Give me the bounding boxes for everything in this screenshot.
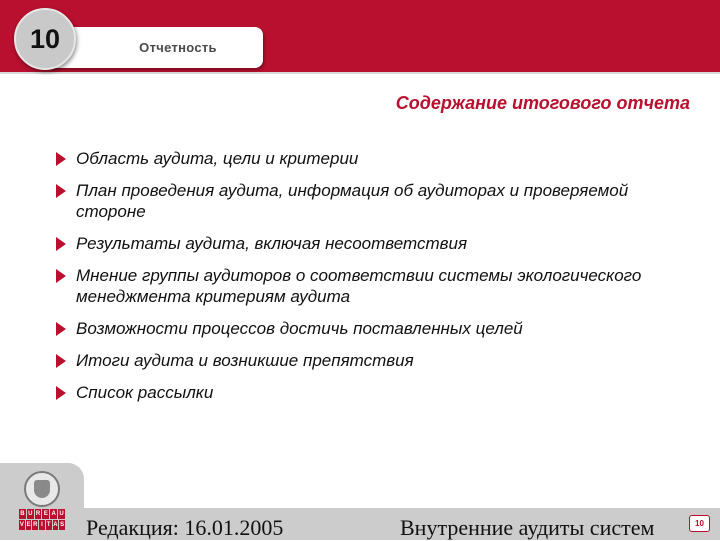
- bureau-veritas-logo: [19, 509, 65, 531]
- slide-number: 10: [29, 24, 61, 54]
- bullet-item: [54, 382, 654, 403]
- slide-title: Содержание итогового отчета: [395, 93, 690, 113]
- triangle-arrow-icon: [56, 269, 66, 283]
- bullet-text: Результаты аудита, включая несоответствия: [76, 234, 468, 253]
- triangle-arrow-icon: [56, 386, 66, 400]
- bureau-veritas-seal-icon: [24, 471, 60, 507]
- bullet-item: [54, 318, 654, 339]
- slide-number-badge: [14, 8, 76, 70]
- triangle-arrow-icon: [56, 184, 66, 198]
- header-divider: [0, 72, 720, 74]
- bullet-item: [54, 180, 654, 222]
- triangle-arrow-icon: [56, 322, 66, 336]
- triangle-arrow-icon: [56, 354, 66, 368]
- bullet-list: [54, 148, 654, 414]
- bullet-text: План проведения аудита, информация об аудиторах и проверяемой стороне: [76, 181, 629, 221]
- bullet-text: Мнение группы аудиторов о соответствии системы экологического менеджмента критериям аудита: [76, 266, 642, 306]
- footer-edition: Редакция: 16.01.2005: [86, 515, 284, 540]
- bullet-text: Итоги аудита и возникшие препятствия: [76, 351, 414, 370]
- section-tab-label: Отчетность: [139, 40, 217, 55]
- bullet-text: Область аудита, цели и критерии: [76, 149, 359, 168]
- bullet-text: Возможности процессов достичь поставленных целей: [76, 319, 523, 338]
- section-tab: [45, 27, 263, 68]
- page-number: 10: [689, 515, 710, 532]
- triangle-arrow-icon: [56, 152, 66, 166]
- logo-row-bureau: B U R E A U: [20, 511, 64, 517]
- bullet-item: [54, 265, 654, 307]
- seal-emblem: [34, 480, 50, 498]
- triangle-arrow-icon: [56, 237, 66, 251]
- footer-course-title: Внутренние аудиты систем: [400, 515, 655, 540]
- bullet-text: Список рассылки: [76, 383, 214, 402]
- bullet-item: [54, 148, 654, 169]
- logo-row-veritas: V E R I T A S: [19, 522, 65, 528]
- bullet-item: [54, 233, 654, 254]
- bullet-item: [54, 350, 654, 371]
